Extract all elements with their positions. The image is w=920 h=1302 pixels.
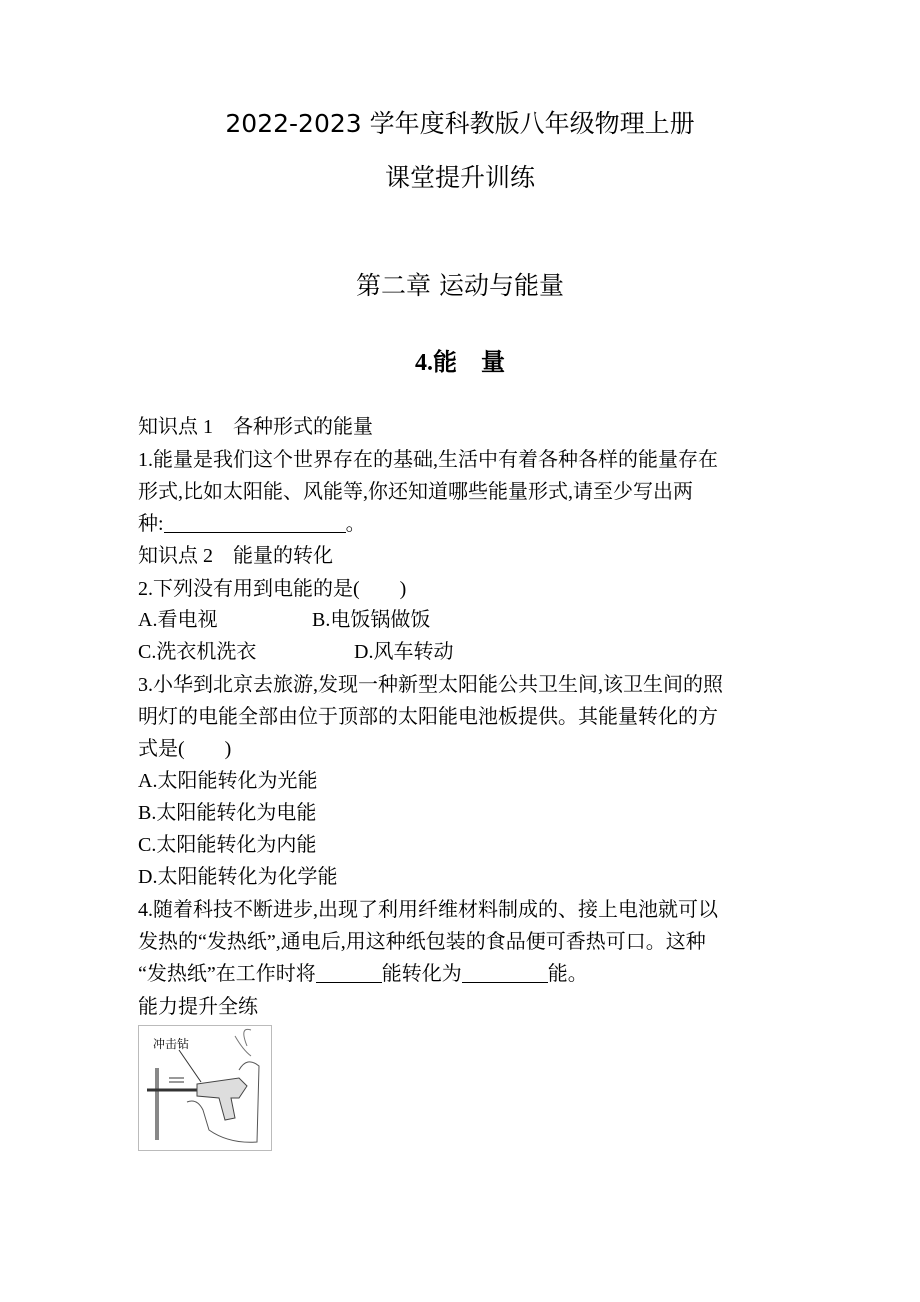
chapter-heading: 第二章 运动与能量 — [356, 271, 564, 300]
q4-line2: 发热的“发热纸”,通电后,用这种纸包装的食品便可香热可口。这种 — [138, 931, 706, 953]
knowledge-point-2: 知识点 2 能量的转化 — [138, 545, 333, 567]
text: 能转化为 — [381, 963, 462, 985]
q2-option-d: D.风车转动 — [354, 641, 454, 663]
doc-subtitle: 课堂提升训练 — [384, 163, 535, 192]
text: 种: — [138, 513, 164, 535]
answer-blank[interactable] — [316, 962, 382, 983]
q2-option-a: A.看电视 — [138, 609, 218, 631]
knowledge-point-1 — [138, 410, 373, 439]
text: 能。 — [547, 963, 588, 985]
q2-option-b: B.电饭锅做饭 — [312, 609, 431, 631]
impact-drill-illustration — [139, 1026, 271, 1150]
text: 。 — [345, 513, 366, 535]
doc-title: 2022-2023 学年度科教版八年级物理上册 — [225, 109, 695, 138]
q3-option-b: B.太阳能转化为电能 — [138, 802, 317, 824]
impact-drill-figure — [138, 1025, 272, 1151]
section-ability: 能力提升全练 — [138, 996, 258, 1018]
q2-stem: 2.下列没有用到电能的是( ) — [138, 578, 407, 600]
answer-blank[interactable] — [462, 962, 548, 983]
q4-line1: 4.随着科技不断进步,出现了利用纤维材料制成的、接上电池就可以 — [138, 899, 718, 921]
figure-label: 冲击钻 — [153, 1037, 190, 1051]
answer-blank[interactable] — [164, 512, 346, 533]
q1-line3 — [138, 507, 366, 536]
q1-line2: 形式,比如太阳能、风能等,你还知道哪些能量形式,请至少写出两 — [138, 481, 693, 503]
text: “发热纸”在工作时将 — [138, 963, 316, 985]
q1-line1: 1.能量是我们这个世界存在的基础,生活中有着各种各样的能量存在 — [138, 449, 718, 471]
q3-option-d: D.太阳能转化为化学能 — [138, 866, 338, 888]
q3-line1: 3.小华到北京去旅游,发现一种新型太阳能公共卫生间,该卫生间的照 — [138, 674, 723, 696]
section-title: 4.能 量 — [415, 350, 505, 376]
q3-option-c: C.太阳能转化为内能 — [138, 834, 317, 856]
section-heading — [0, 342, 920, 377]
text: 知识点 1 各种形式的能量 — [138, 416, 373, 438]
q3-line2: 明灯的电能全部由位于顶部的太阳能电池板提供。其能量转化的方 — [138, 706, 718, 728]
q3-line3: 式是( ) — [138, 738, 232, 760]
q3-option-a: A.太阳能转化为光能 — [138, 770, 318, 792]
q2-option-c: C.洗衣机洗衣 — [138, 641, 257, 663]
q4-line3 — [138, 957, 588, 986]
